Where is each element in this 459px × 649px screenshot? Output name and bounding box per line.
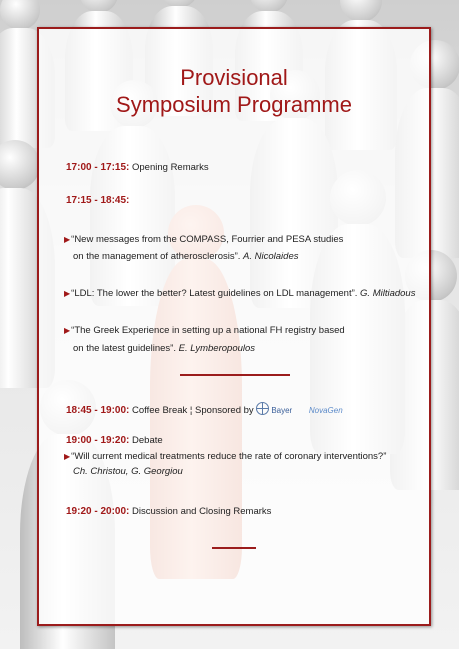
opening-text: Opening Remarks	[129, 162, 209, 173]
debate	[66, 435, 163, 446]
talk-3-speaker: E. Lymberopoulos	[178, 343, 256, 354]
talk-1-line-2: on the management of atherosclerosis”.	[73, 251, 244, 262]
debate-speakers: Ch. Christou, G. Georgiou	[73, 466, 183, 477]
talk-2-line-1: “LDL: The lower the better? Latest guidelines on LDL management”.	[71, 288, 361, 299]
divider-2	[212, 547, 256, 549]
divider-1	[180, 374, 290, 376]
talk-3-line-1: “The Greek Experience in setting up a national FH registry based	[71, 325, 345, 336]
bullet-arrow-icon: ▶	[64, 326, 71, 335]
debate-question-text: “Will current medical treatments reduce the rate of coronary interventions?”	[71, 451, 387, 462]
talk-1-cont	[73, 251, 299, 262]
bullet-arrow-icon: ▶	[64, 235, 71, 244]
bullet-arrow-icon: ▶	[64, 452, 71, 461]
talk-2	[64, 288, 415, 299]
talk-1-line-1: “New messages from the COMPASS, Fourrier and PESA studies	[71, 234, 344, 245]
time-debate: 19:00 - 19:20:	[66, 435, 130, 446]
time-opening: 17:00 - 17:15:	[66, 162, 130, 173]
programme-frame	[37, 27, 431, 626]
debate-text: Debate	[129, 435, 163, 446]
coffee-text: Coffee Break ¦ Sponsored by	[129, 405, 254, 416]
talk-1-speaker: A. Nicolaides	[243, 251, 299, 262]
coffee-break	[66, 402, 343, 416]
session-heading	[66, 195, 129, 206]
sponsor-novagen-logo: NovaGen	[308, 406, 343, 415]
closing-text: Discussion and Closing Remarks	[129, 506, 272, 517]
closing-remarks	[66, 506, 271, 517]
title-line-2: Symposium Programme	[116, 92, 352, 117]
talk-1	[64, 234, 343, 245]
title-line-1: Provisional	[180, 65, 288, 90]
opening-remarks	[66, 162, 209, 173]
sponsor-bayer: Bayer	[271, 406, 293, 415]
time-closing: 19:20 - 20:00:	[66, 506, 130, 517]
bullet-arrow-icon: ▶	[64, 289, 71, 298]
debate-question	[64, 451, 386, 462]
talk-2-speaker: G. Miltiadous	[360, 288, 416, 299]
bayer-logo-icon	[256, 402, 269, 415]
time-coffee: 18:45 - 19:00:	[66, 405, 130, 416]
talk-3-cont	[73, 343, 255, 354]
time-session: 17:15 - 18:45:	[66, 195, 130, 206]
page-title	[39, 64, 429, 118]
talk-3-line-2: on the latest guidelines”.	[73, 343, 179, 354]
talk-3	[64, 325, 345, 336]
